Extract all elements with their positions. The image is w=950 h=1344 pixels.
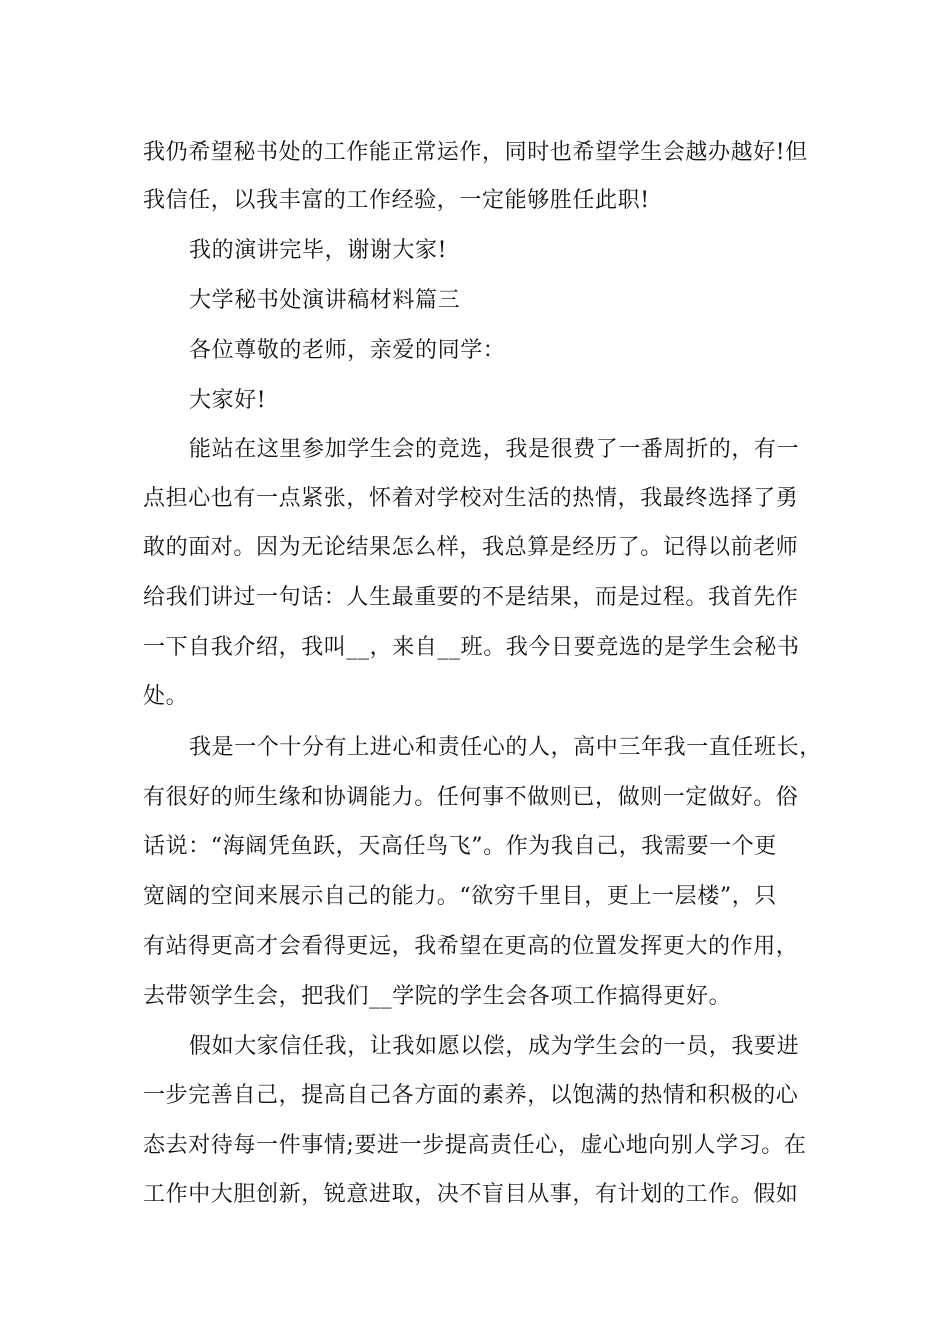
text-line: 话说：“海阔凭鱼跃，天高任鸟飞”。作为我自己，我需要一个更 xyxy=(143,834,777,859)
text-line: 敢的面对。因为无论结果怎么样，我总算是经历了。记得以前老师 xyxy=(143,535,799,560)
greeting: 大家好! xyxy=(189,388,267,413)
text-line: 我信任，以我丰富的工作经验，一定能够胜任此职! xyxy=(143,188,650,213)
text-line: 我的演讲完毕，谢谢大家! xyxy=(189,238,448,263)
text-line: 有站得更高才会看得更远，我希望在更高的位置发挥更大的作用， xyxy=(143,934,799,959)
text-line: 我仍希望秘书处的工作能正常运作，同时也希望学生会越办越好!但 xyxy=(143,140,808,165)
text-line: 一下自我介绍，我叫__，来自__班。我今日要竞选的是学生会秘书 xyxy=(143,635,800,660)
text-line: 给我们讲过一句话：人生最重要的不是结果，而是过程。我首先作 xyxy=(143,585,799,610)
text-line: 处。 xyxy=(143,684,189,709)
text-line: 能站在这里参加学生会的竞选，我是很费了一番周折的，有一 xyxy=(189,437,800,462)
text-line: 点担心也有一点紧张，怀着对学校对生活的热情，我最终选择了勇 xyxy=(143,486,799,511)
text-line: 去带领学生会，把我们__学院的学生会各项工作搞得更好。 xyxy=(143,984,732,1009)
salutation: 各位尊敬的老师，亲爱的同学： xyxy=(189,338,506,363)
text-line: 一步完善自己，提高自己各方面的素养，以饱满的热情和积极的心 xyxy=(143,1083,799,1108)
text-line: 我是一个十分有上进心和责任心的人，高中三年我一直任班长， xyxy=(189,735,822,760)
text-line: 有很好的师生缘和协调能力。任何事不做则已，做则一定做好。俗 xyxy=(143,785,799,810)
text-line: 工作中大胆创新，锐意进取，决不盲目从事，有计划的工作。假如 xyxy=(143,1182,799,1207)
text-line: 态去对待每一件事情;要进一步提高责任心，虚心地向别人学习。在 xyxy=(143,1133,807,1158)
section-heading: 大学秘书处演讲稿材料篇三 xyxy=(189,288,461,313)
text-line: 假如大家信任我，让我如愿以偿，成为学生会的一员，我要进 xyxy=(189,1034,800,1059)
text-line: 宽阔的空间来展示自己的能力。“欲穷千里目，更上一层楼”，只 xyxy=(143,884,777,909)
